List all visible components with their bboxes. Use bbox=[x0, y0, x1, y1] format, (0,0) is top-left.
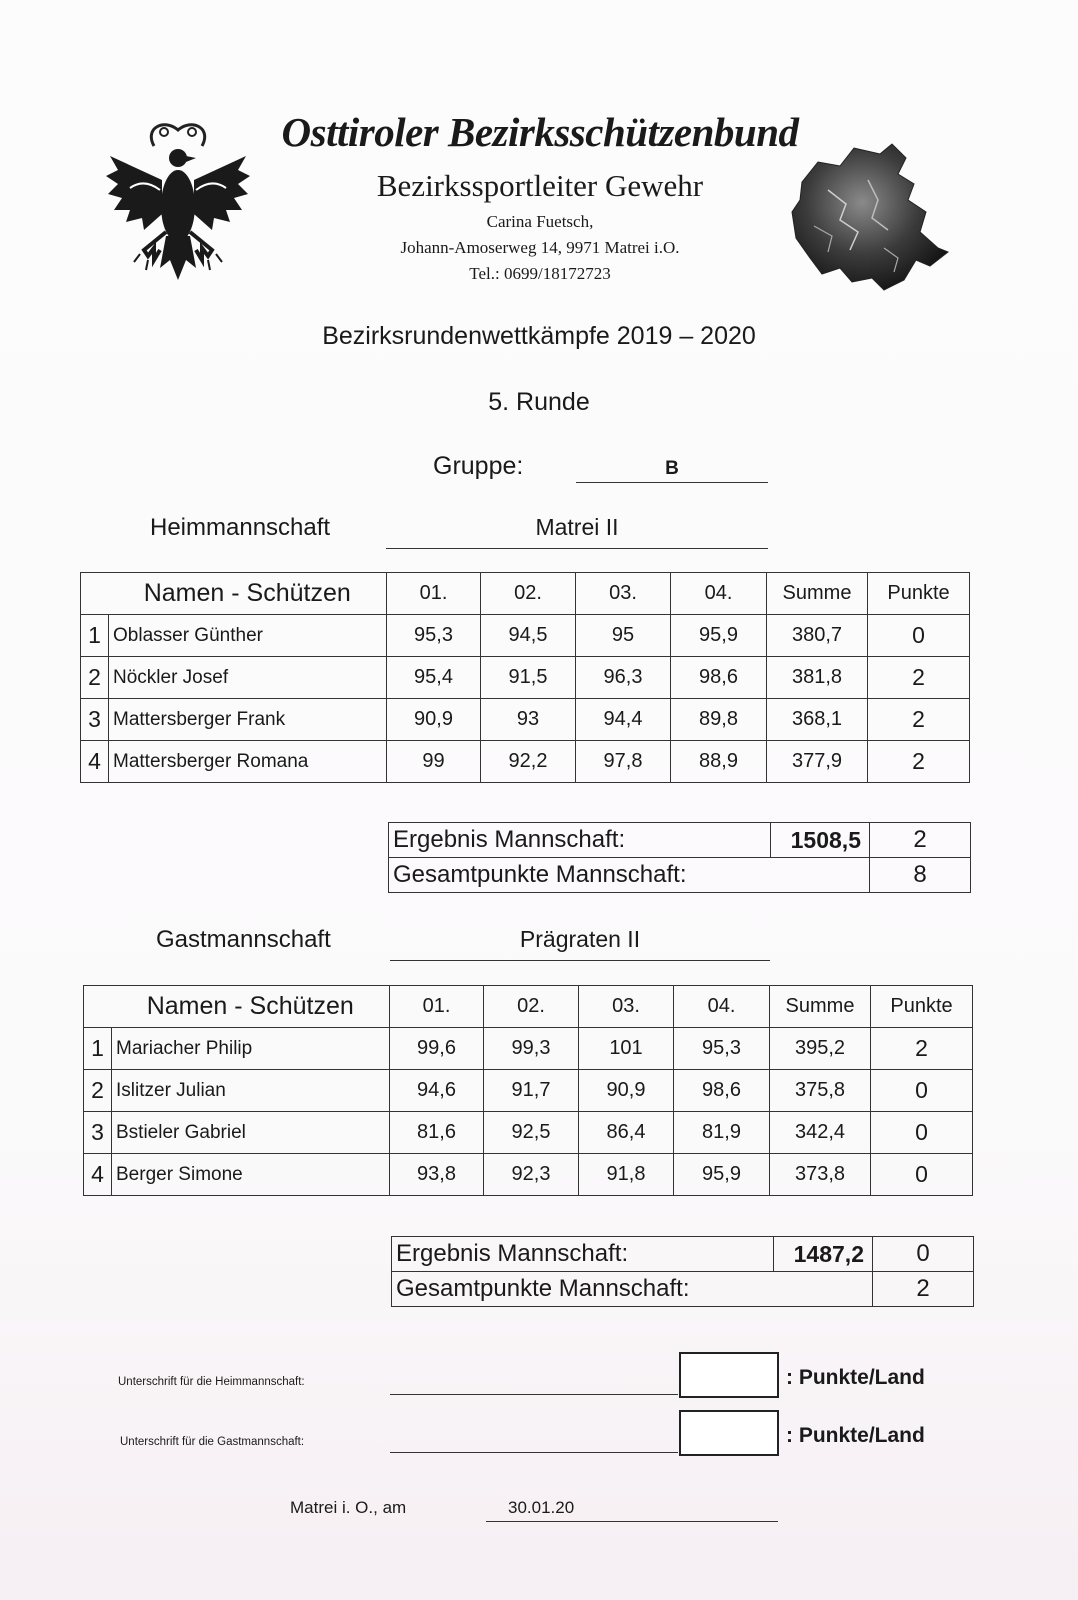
table-row bbox=[81, 741, 970, 783]
place-label: Matrei i. O., am bbox=[290, 1498, 407, 1517]
total-points-label: Gesamtpunkte Mannschaft: bbox=[392, 1272, 873, 1307]
score-points: 2 bbox=[871, 1028, 973, 1070]
row-number: 1 bbox=[81, 615, 109, 657]
shooter-name: Mattersberger Romana bbox=[109, 741, 387, 783]
score-sum: 375,8 bbox=[770, 1070, 871, 1112]
table-header-row bbox=[81, 573, 970, 615]
header-r2: 02. bbox=[481, 573, 576, 615]
contact-address: Johann-Amoserweg 14, 9971 Matrei i.O. bbox=[400, 238, 680, 257]
score-r3: 101 bbox=[579, 1028, 674, 1070]
score-r3: 91,8 bbox=[579, 1154, 674, 1196]
score-points: 0 bbox=[868, 615, 970, 657]
score-sum: 342,4 bbox=[770, 1112, 871, 1154]
score-r2: 99,3 bbox=[484, 1028, 579, 1070]
score-r2: 91,5 bbox=[481, 657, 576, 699]
result-total: 1487,2 bbox=[774, 1237, 873, 1272]
result-points: 0 bbox=[873, 1237, 974, 1272]
total-points-row bbox=[392, 1272, 974, 1307]
home-result-table bbox=[388, 822, 971, 893]
score-r1: 95,4 bbox=[387, 657, 481, 699]
score-sum: 395,2 bbox=[770, 1028, 871, 1070]
result-total: 1508,5 bbox=[771, 823, 870, 858]
home-points-land-box[interactable] bbox=[679, 1352, 779, 1398]
score-r3: 96,3 bbox=[576, 657, 671, 699]
table-row bbox=[81, 657, 970, 699]
header-name: Namen - Schützen bbox=[109, 573, 387, 615]
header-subtitle: Bezirkssportleiter Gewehr bbox=[376, 168, 704, 203]
header-nr-cell bbox=[81, 573, 109, 615]
header-nr-cell bbox=[84, 986, 112, 1028]
score-r1: 93,8 bbox=[390, 1154, 484, 1196]
contact-phone: Tel.: 0699/18172723 bbox=[469, 264, 611, 283]
score-r4: 88,9 bbox=[671, 741, 767, 783]
group-value: B bbox=[576, 452, 768, 483]
score-sum: 373,8 bbox=[770, 1154, 871, 1196]
score-sum: 381,8 bbox=[767, 657, 868, 699]
score-r4: 98,6 bbox=[671, 657, 767, 699]
club-name: Osttiroler Bezirksschützenbund bbox=[281, 109, 799, 155]
header-r3: 03. bbox=[579, 986, 674, 1028]
header-r4: 04. bbox=[674, 986, 770, 1028]
score-points: 0 bbox=[871, 1112, 973, 1154]
score-r2: 92,5 bbox=[484, 1112, 579, 1154]
score-sum: 368,1 bbox=[767, 699, 868, 741]
total-points-label: Gesamtpunkte Mannschaft: bbox=[389, 858, 870, 893]
score-r3: 94,4 bbox=[576, 699, 671, 741]
shooter-name: Mattersberger Frank bbox=[109, 699, 387, 741]
guest-scores-table bbox=[83, 985, 973, 1196]
home-scores-table bbox=[80, 572, 970, 783]
score-r1: 99 bbox=[387, 741, 481, 783]
header-sum: Summe bbox=[767, 573, 868, 615]
row-number: 2 bbox=[84, 1070, 112, 1112]
guest-signature-line[interactable] bbox=[390, 1452, 678, 1453]
round-label: 5. Runde bbox=[488, 388, 590, 416]
score-r2: 92,3 bbox=[484, 1154, 579, 1196]
score-r1: 94,6 bbox=[390, 1070, 484, 1112]
row-number: 3 bbox=[84, 1112, 112, 1154]
score-r3: 86,4 bbox=[579, 1112, 674, 1154]
score-points: 2 bbox=[868, 741, 970, 783]
score-r1: 90,9 bbox=[387, 699, 481, 741]
score-r2: 94,5 bbox=[481, 615, 576, 657]
score-sum: 380,7 bbox=[767, 615, 868, 657]
shooter-name: Berger Simone bbox=[112, 1154, 390, 1196]
score-r4: 89,8 bbox=[671, 699, 767, 741]
score-points: 2 bbox=[868, 657, 970, 699]
score-points: 0 bbox=[871, 1070, 973, 1112]
score-r1: 99,6 bbox=[390, 1028, 484, 1070]
score-r2: 92,2 bbox=[481, 741, 576, 783]
home-team-label: Heimmannschaft bbox=[150, 514, 331, 541]
shooter-name: Bstieler Gabriel bbox=[112, 1112, 390, 1154]
result-label: Ergebnis Mannschaft: bbox=[392, 1237, 774, 1272]
date-value: 30.01.20 bbox=[486, 1498, 778, 1522]
score-r1: 81,6 bbox=[390, 1112, 484, 1154]
guest-team-name: Prägraten II bbox=[390, 926, 770, 961]
score-points: 0 bbox=[871, 1154, 973, 1196]
guest-team-label: Gastmannschaft bbox=[156, 926, 331, 953]
header-r4: 04. bbox=[671, 573, 767, 615]
home-points-land-label: : Punkte/Land bbox=[786, 1366, 925, 1389]
table-header-row bbox=[84, 986, 973, 1028]
row-number: 4 bbox=[81, 741, 109, 783]
shooter-name: Islitzer Julian bbox=[112, 1070, 390, 1112]
home-team-name: Matrei II bbox=[386, 514, 768, 549]
score-r3: 97,8 bbox=[576, 741, 671, 783]
home-signature-line[interactable] bbox=[390, 1394, 678, 1395]
shooter-name: Mariacher Philip bbox=[112, 1028, 390, 1070]
score-points: 2 bbox=[868, 699, 970, 741]
row-number: 2 bbox=[81, 657, 109, 699]
header-r3: 03. bbox=[576, 573, 671, 615]
score-r3: 90,9 bbox=[579, 1070, 674, 1112]
score-r4: 98,6 bbox=[674, 1070, 770, 1112]
row-number: 4 bbox=[84, 1154, 112, 1196]
score-r1: 95,3 bbox=[387, 615, 481, 657]
guest-points-land-label: : Punkte/Land bbox=[786, 1424, 925, 1447]
score-r4: 95,9 bbox=[671, 615, 767, 657]
score-r4: 95,9 bbox=[674, 1154, 770, 1196]
home-signature-label: Unterschrift für die Heimmannschaft: bbox=[118, 1376, 305, 1388]
group-label: Gruppe: bbox=[433, 452, 524, 480]
table-row bbox=[81, 699, 970, 741]
shooter-name: Nöckler Josef bbox=[109, 657, 387, 699]
header-sum: Summe bbox=[770, 986, 871, 1028]
table-row bbox=[84, 1070, 973, 1112]
guest-signature-label: Unterschrift für die Gastmannschaft: bbox=[120, 1436, 305, 1448]
score-sum: 377,9 bbox=[767, 741, 868, 783]
shooter-name: Oblasser Günther bbox=[109, 615, 387, 657]
table-row bbox=[84, 1154, 973, 1196]
table-row bbox=[84, 1112, 973, 1154]
header-r1: 01. bbox=[387, 573, 481, 615]
score-r3: 95 bbox=[576, 615, 671, 657]
result-row bbox=[392, 1237, 974, 1272]
row-number: 1 bbox=[84, 1028, 112, 1070]
row-number: 3 bbox=[81, 699, 109, 741]
result-label: Ergebnis Mannschaft: bbox=[389, 823, 771, 858]
guest-result-table bbox=[391, 1236, 974, 1307]
total-points-value: 8 bbox=[870, 858, 971, 893]
event-title: Bezirksrundenwettkämpfe 2019 – 2020 bbox=[322, 322, 756, 350]
header-r2: 02. bbox=[484, 986, 579, 1028]
result-row bbox=[389, 823, 971, 858]
score-r4: 95,3 bbox=[674, 1028, 770, 1070]
score-r4: 81,9 bbox=[674, 1112, 770, 1154]
header-points: Punkte bbox=[868, 573, 970, 615]
table-row bbox=[81, 615, 970, 657]
total-points-value: 2 bbox=[873, 1272, 974, 1307]
contact-name: Carina Fuetsch, bbox=[486, 212, 594, 231]
header-points: Punkte bbox=[871, 986, 973, 1028]
table-row bbox=[84, 1028, 973, 1070]
total-points-row bbox=[389, 858, 971, 893]
result-points: 2 bbox=[870, 823, 971, 858]
header-r1: 01. bbox=[390, 986, 484, 1028]
score-r2: 91,7 bbox=[484, 1070, 579, 1112]
header-name: Namen - Schützen bbox=[112, 986, 390, 1028]
score-r2: 93 bbox=[481, 699, 576, 741]
guest-points-land-box[interactable] bbox=[679, 1410, 779, 1456]
